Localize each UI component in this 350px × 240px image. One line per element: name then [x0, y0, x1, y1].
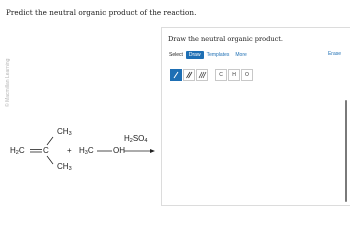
drawing-panel: [161, 27, 350, 206]
reagent-label: $H_2SO_4$: [124, 134, 148, 144]
carbon-atom-tool[interactable]: C: [215, 69, 227, 81]
methylene-label: $H_2C$: [10, 146, 25, 156]
alkene-carbon-label: C: [43, 146, 49, 155]
tab-select[interactable]: Select: [169, 52, 183, 58]
tab-templates[interactable]: Templates: [206, 52, 230, 58]
single-bond-icon: [172, 71, 180, 79]
triple-bond-tool[interactable]: [196, 69, 208, 81]
reaction-bonds: [0, 0, 160, 204]
draw-tools: [170, 69, 253, 81]
single-bond-tool[interactable]: [170, 69, 182, 81]
triple-bond-icon: [198, 71, 207, 79]
question-text: Predict the neutral organic product of the reaction.: [6, 8, 197, 17]
canvas-scrollbar[interactable]: [345, 100, 347, 202]
hydroxyl-label: OH: [113, 146, 125, 155]
hydrogen-atom-tool[interactable]: H: [228, 69, 240, 81]
methanol-methyl-label: $H_3C$: [79, 146, 94, 156]
tab-draw[interactable]: Draw: [186, 51, 204, 59]
panel-toolbar: [166, 50, 250, 60]
plus-sign: +: [67, 146, 72, 155]
oxygen-atom-tool[interactable]: O: [241, 69, 253, 81]
erase-button[interactable]: Erase: [327, 51, 341, 57]
methyl-bottom-label: $CH_3$: [57, 162, 72, 172]
tab-more[interactable]: More: [235, 52, 247, 58]
double-bond-tool[interactable]: [183, 69, 195, 81]
copyright-side-text: © Macmillan Learning: [5, 58, 11, 107]
double-bond-icon: [185, 71, 193, 79]
panel-title: Draw the neutral organic product.: [168, 35, 284, 43]
methyl-top-label: $CH_3$: [57, 127, 72, 137]
